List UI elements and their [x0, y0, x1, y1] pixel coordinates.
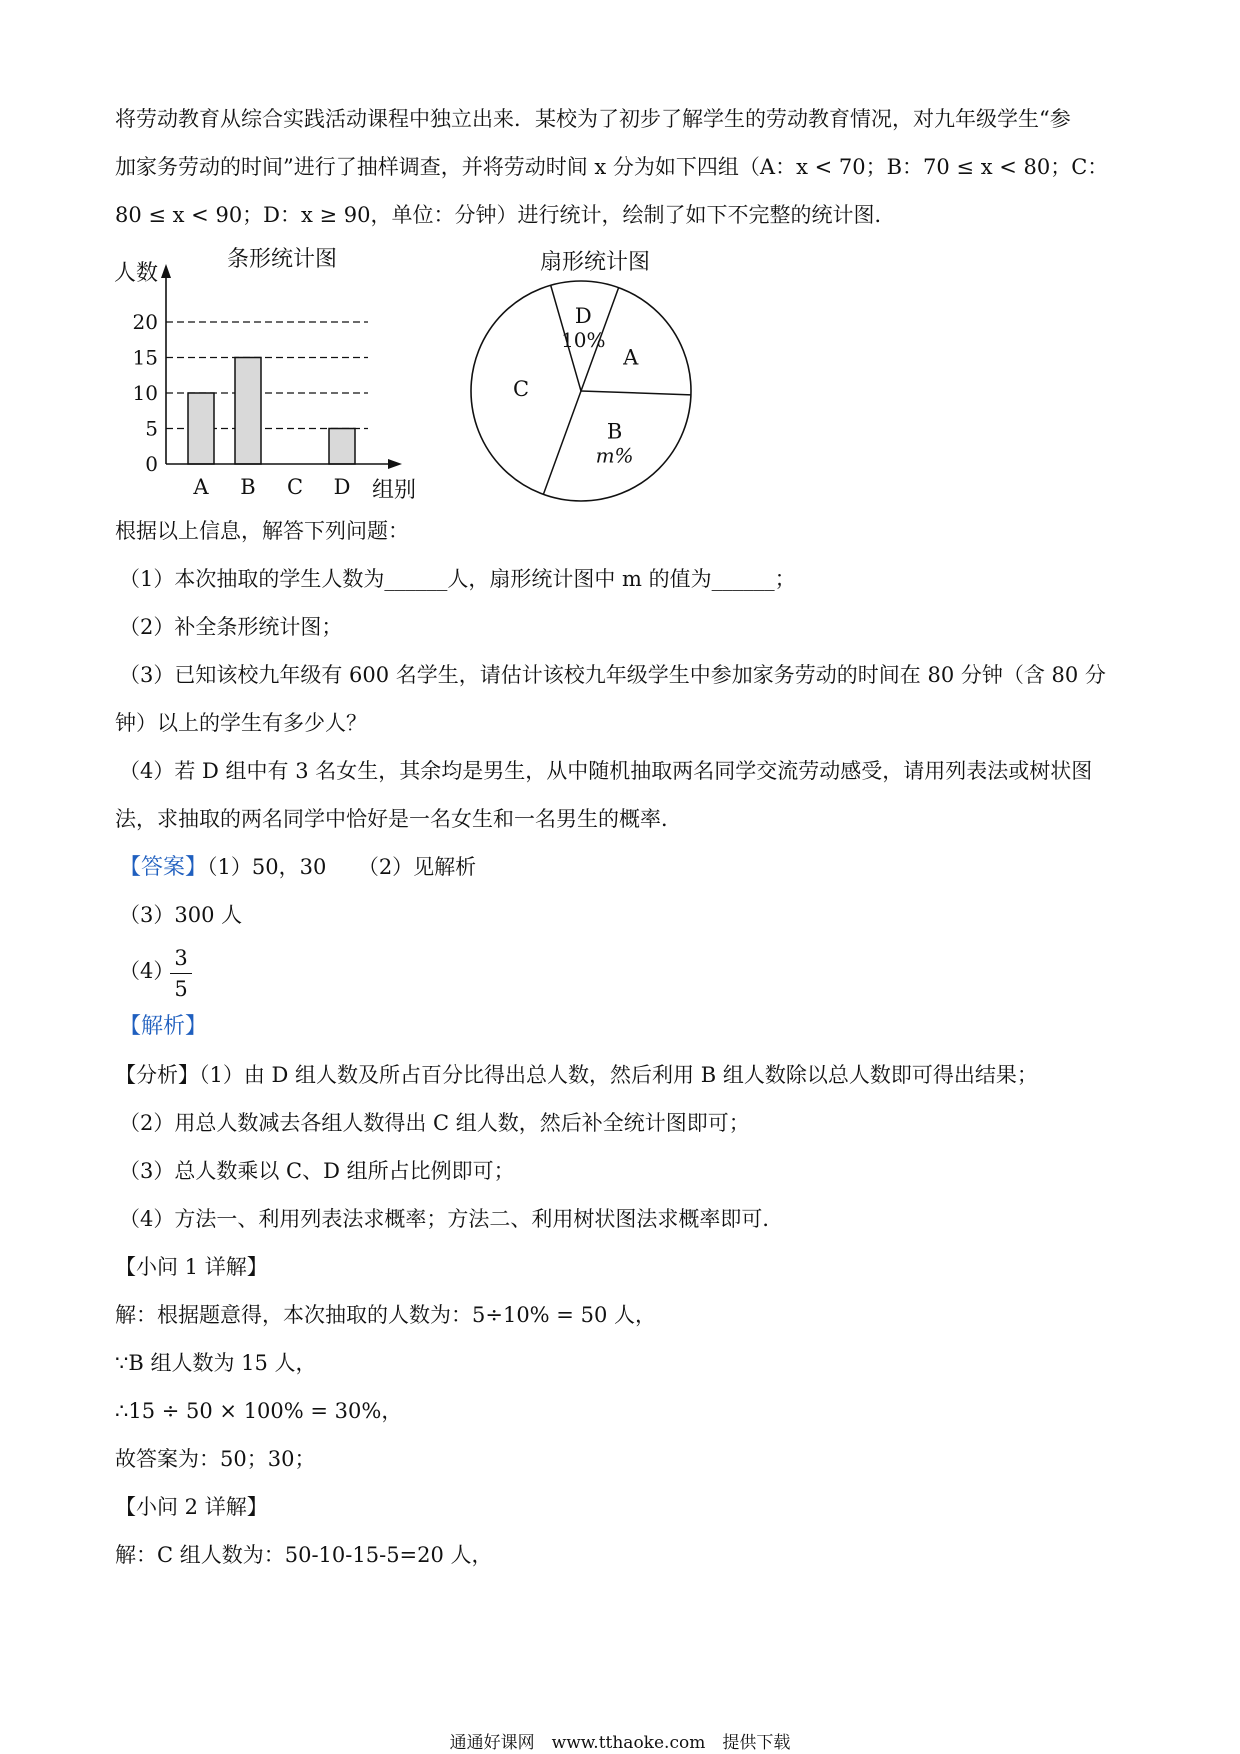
pie-slice-boundary: [543, 391, 581, 494]
bar-B: [235, 358, 261, 465]
detail-1-step-3: ∴15 ÷ 50 × 100% = 30%，: [115, 1399, 403, 1423]
bar-category-label: A: [193, 475, 209, 499]
bar-category-label: C: [286, 475, 304, 499]
question-line-2: 加家务劳动的时间”进行了抽样调查，并将劳动时间 x 分为如下四组（A：x < 70；B：70 ≤ x < 80；C：: [115, 155, 1109, 179]
analysis-f-tag: 【分析】: [115, 1063, 199, 1087]
bar-chart: [110, 240, 440, 510]
question-4-line-2: 法，求抽取的两名同学中恰好是一名女生和一名男生的概率．: [115, 807, 682, 831]
bar-chart-xlabel: 组别: [372, 478, 417, 503]
pie-value-B: m%: [595, 443, 634, 468]
pie-value-D: 10%: [561, 328, 606, 353]
pie-label-D: D: [574, 304, 592, 329]
question-3-line-1: （3）已知该校九年级有 600 名学生，请估计该校九年级学生中参加家务劳动的时间在 80 分钟（含 80 分: [119, 663, 1106, 687]
question-1: （1）本次抽取的学生人数为______人，扇形统计图中 m 的值为______；: [119, 567, 796, 591]
page-footer: 通通好课网 www.tthaoke.com 提供下载: [449, 1733, 791, 1753]
detail-2-step-1: 解：C 组人数为：50-10-15-5=20 人，: [115, 1543, 493, 1567]
fraction-denominator: 5: [174, 977, 188, 1001]
question-2: （2）补全条形统计图；: [119, 615, 343, 639]
answer-tag: 【答案】: [119, 855, 208, 880]
detail-1-step-2: ∵B 组人数为 15 人，: [115, 1351, 317, 1375]
bar-x-axis-arrow: [388, 459, 402, 469]
analysis-f3: （3）总人数乘以 C、D 组所占比例即可；: [119, 1159, 515, 1183]
question-line-3: 80 ≤ x < 90；D：x ≥ 90，单位：分钟）进行统计，绘制了如下不完整的统计图．: [115, 203, 896, 227]
bar-ytick-label: 15: [132, 345, 158, 370]
answer-4-fraction: [170, 945, 192, 1002]
answer-3: （3）300 人: [119, 903, 243, 927]
pie-label-B: B: [606, 419, 623, 444]
bar-category-label: D: [333, 475, 351, 499]
bar-A: [188, 393, 214, 464]
fraction-bar: [170, 973, 192, 974]
question-line-1: 将劳动教育从综合实践活动课程中独立出来．某校为了初步了解学生的劳动教育情况，对九年级学生“参: [115, 107, 1071, 131]
bar-chart-title: 条形统计图: [226, 247, 338, 272]
bar-ytick-label: 10: [132, 381, 158, 405]
pie-slice-boundary: [581, 391, 691, 395]
answer-line-1: [119, 852, 476, 883]
question-3-line-2: 钟）以上的学生有多少人？: [115, 711, 367, 735]
pie-chart: [470, 240, 710, 510]
fraction-numerator: 3: [174, 946, 188, 970]
detail-1-tag: 【小问 1 详解】: [115, 1255, 268, 1279]
bar-y-axis-arrow: [161, 264, 171, 278]
analysis-f4: （4）方法一、利用列表法求概率；方法二、利用树状图法求概率即可．: [119, 1207, 784, 1231]
bar-D: [329, 429, 355, 465]
bar-chart-ylabel: 人数: [114, 261, 159, 286]
question-4-line-1: （4）若 D 组中有 3 名女生，其余均是男生，从中随机抽取两名同学交流劳动感受，请用列表法或树状图: [119, 759, 1093, 783]
analysis-tag: 【解析】: [119, 1014, 208, 1039]
bar-ytick-label: 0: [145, 452, 158, 476]
detail-1-step-4: 故答案为：50；30；: [115, 1447, 316, 1471]
analysis-f1: （1）由 D 组人数及所占百分比得出总人数，然后利用 B 组人数除以总人数即可得出结果；: [199, 1063, 1038, 1087]
pie-label-A: A: [623, 345, 639, 370]
answer-1-2: （1）50，30 （2）见解析: [207, 855, 477, 879]
pie-label-C: C: [512, 376, 530, 401]
analysis-line-1: [115, 1060, 1038, 1090]
prompt-intro: 根据以上信息，解答下列问题：: [115, 519, 409, 543]
analysis-f2: （2）用总人数减去各组人数得出 C 组人数，然后补全统计图即可；: [119, 1111, 750, 1135]
detail-2-tag: 【小问 2 详解】: [115, 1495, 268, 1519]
answer-4-prefix: （4）: [119, 959, 175, 983]
bar-ytick-label: 20: [132, 310, 158, 334]
bar-category-label: B: [240, 475, 256, 499]
detail-1-step-1: 解：根据题意得，本次抽取的人数为：5÷10% = 50 人，: [115, 1303, 656, 1327]
bar-ytick-label: 5: [145, 416, 158, 441]
pie-chart-title: 扇形统计图: [539, 250, 651, 275]
